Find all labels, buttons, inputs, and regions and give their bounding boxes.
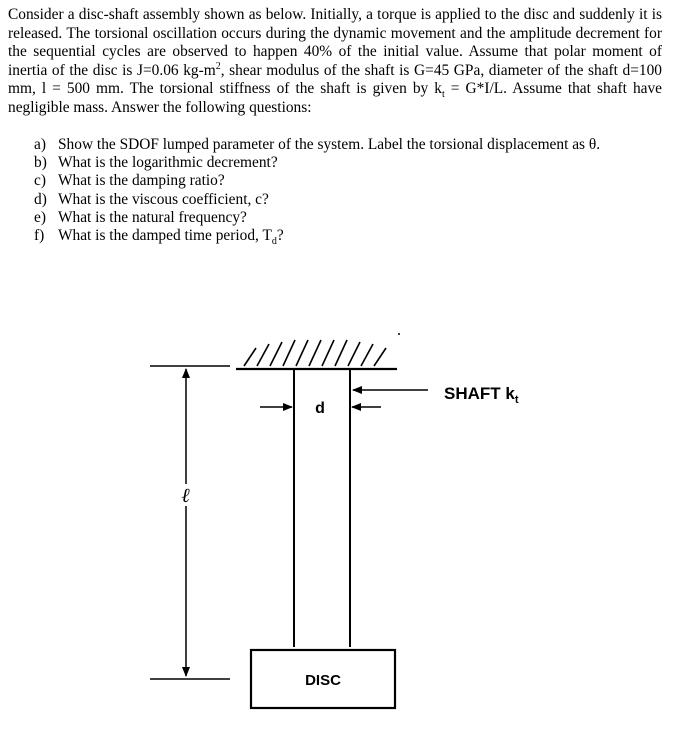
- disc-label: DISC: [305, 672, 341, 689]
- question-text: Show the SDOF lumped parameter of the system. Label the torsional displacement as θ.: [58, 136, 601, 153]
- question-text: What is the natural frequency?: [58, 208, 247, 226]
- question-letter: d): [34, 190, 47, 208]
- diameter-dimension: [260, 400, 381, 417]
- problem-text-1: Consider a disc-shaft assembly shown as below. Initially, a torque is applied to the disc and suddenly it is released. The torsional oscillation occurs during the dynamic movement and the amplitude decrement for the sequential cycles are observed to happen 40% of the initial value. Assume that polar moment of inertia of the disc is J=0.06 kg-m: [8, 6, 662, 79]
- diameter-label: d: [315, 400, 325, 417]
- question-letter: a): [34, 136, 46, 153]
- shaft-label-text: SHAFT k: [444, 384, 515, 403]
- question-letter: f): [34, 227, 45, 245]
- shaft-label: [444, 384, 519, 406]
- problem-sub: t: [441, 89, 445, 101]
- fixed-support: [236, 333, 400, 369]
- question-text: What is the viscous coefficient, c?: [58, 190, 269, 208]
- question-letter: b): [34, 154, 47, 172]
- shaft-label-sub: t: [514, 394, 519, 406]
- problem-sup: 2: [215, 60, 221, 72]
- problem-text-2: , shear modulus of the shaft is G=45 GPa, diameter of the shaft d=100 mm, l = 500 mm. The torsional stiffness of the shaft is given by k: [8, 61, 662, 98]
- question-text-end: ?: [276, 227, 284, 245]
- question-letter: c): [34, 172, 46, 190]
- question-letter: e): [34, 208, 46, 226]
- problem-text-3: = G*I/L. Assume that shaft have negligible mass. Answer the following questions:: [8, 80, 662, 116]
- question-text: What is the damping ratio?: [58, 172, 225, 190]
- question-sub: d: [271, 236, 277, 248]
- question-text: What is the logarithmic decrement?: [58, 154, 278, 172]
- length-dimension: [150, 366, 230, 679]
- question-text-main: What is the damped time period, T: [58, 227, 272, 245]
- length-label: ℓ: [181, 485, 191, 507]
